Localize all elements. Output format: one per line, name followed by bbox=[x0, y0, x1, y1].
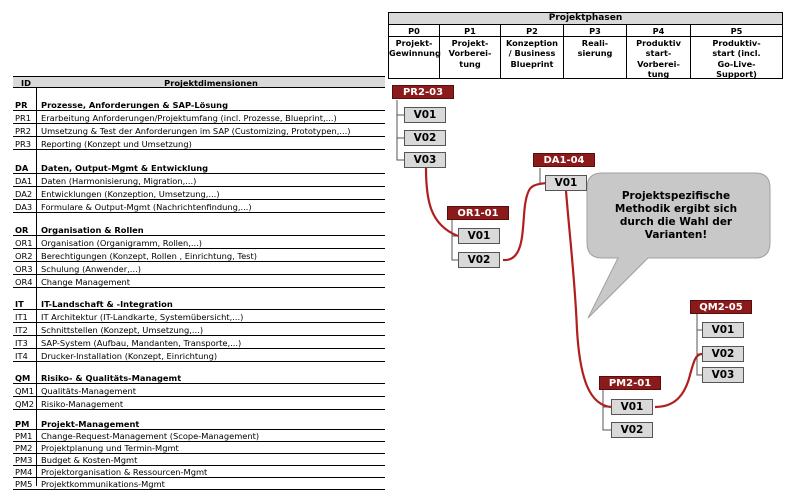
row-id: OR1 bbox=[15, 238, 33, 248]
row-text: Drucker-Installation (Konzept, Einrichtung) bbox=[41, 351, 218, 361]
group-name: Projekt-Management bbox=[41, 419, 140, 429]
row-id: PM3 bbox=[15, 455, 33, 465]
group-id: PR bbox=[15, 100, 28, 110]
group-name: Daten, Output-Mgmt & Entwicklung bbox=[41, 163, 209, 173]
row-text: Berechtigungen (Konzept, Rollen , Einrichtung, Test) bbox=[41, 251, 257, 261]
group-name: Organisation & Rollen bbox=[41, 225, 144, 235]
row-id: OR2 bbox=[15, 251, 33, 261]
row-text: Organisation (Organigramm, Rollen,...) bbox=[41, 238, 203, 248]
row-text: Risiko-Management bbox=[41, 399, 124, 409]
phase-code: P0 bbox=[389, 26, 439, 37]
callout-text: Projektspezifische Methodik ergibt sich durch die Wahl der Varianten! bbox=[614, 190, 738, 241]
variant-box-selected[interactable]: V01 bbox=[611, 399, 653, 415]
variant-tag-or1-01: OR1-01 bbox=[447, 206, 509, 220]
phase-code: P5 bbox=[691, 26, 782, 37]
phase-name: Projekt- Gewinnung bbox=[389, 38, 441, 59]
phase-name: Produktiv- start (incl. Go-Live- Support) bbox=[712, 38, 761, 80]
group-name: Prozesse, Anforderungen & SAP-Lösung bbox=[41, 100, 229, 110]
dimension-header: Projektdimensionen bbox=[164, 78, 258, 88]
row-id: IT1 bbox=[15, 312, 28, 322]
row-id: IT3 bbox=[15, 338, 28, 348]
row-text: Change-Request-Management (Scope-Management) bbox=[41, 431, 260, 441]
row-id: PR1 bbox=[15, 113, 32, 123]
id-header: ID bbox=[21, 78, 31, 88]
variant-box[interactable]: V03 bbox=[702, 367, 744, 383]
variant-box[interactable]: V01 bbox=[404, 107, 446, 123]
row-id: PM4 bbox=[15, 467, 33, 477]
row-text: IT Architektur (IT-Landkarte, Systemübersicht,...) bbox=[41, 312, 244, 322]
row-text: Schnittstellen (Konzept, Umsetzung,...) bbox=[41, 325, 204, 335]
phase-code: P3 bbox=[564, 26, 626, 37]
row-id: DA3 bbox=[15, 202, 33, 212]
variant-box[interactable]: V02 bbox=[611, 422, 653, 438]
row-id: PM1 bbox=[15, 431, 33, 441]
phase-name: Konzeption / Business Blueprint bbox=[505, 38, 558, 69]
group-id: QM bbox=[15, 373, 31, 383]
row-text: Schulung (Anwender,...) bbox=[41, 264, 141, 274]
group-id: IT bbox=[15, 299, 24, 309]
group-name: Risiko- & Qualitäts-Managemt bbox=[41, 373, 182, 383]
variant-box-selected[interactable]: V02 bbox=[458, 252, 500, 268]
row-id: PM5 bbox=[15, 479, 33, 489]
phase-name: Produktiv start- Vorberei- tung bbox=[636, 38, 681, 80]
row-text: Reporting (Konzept und Umsetzung) bbox=[41, 139, 192, 149]
row-id: DA1 bbox=[15, 176, 33, 186]
group-id: DA bbox=[15, 163, 29, 173]
variant-box[interactable]: V01 bbox=[458, 228, 500, 244]
row-id: OR4 bbox=[15, 277, 33, 287]
row-id: DA2 bbox=[15, 189, 33, 199]
variant-box-selected[interactable]: V01 bbox=[545, 175, 587, 191]
group-id: PM bbox=[15, 419, 30, 429]
group-name: IT-Landschaft & -Integration bbox=[41, 299, 173, 309]
variant-box-selected[interactable]: V02 bbox=[702, 346, 744, 362]
phase-name: Reali- sierung bbox=[577, 38, 613, 59]
variant-tag-da1-04: DA1-04 bbox=[533, 153, 595, 167]
row-text: Daten (Harmonisierung, Migration,...) bbox=[41, 176, 197, 186]
row-text: Projektorganisation & Ressourcen-Mgmt bbox=[41, 467, 208, 477]
row-text: SAP-System (Aufbau, Mandanten, Transporte,...) bbox=[41, 338, 242, 348]
row-text: Projektkommunikations-Mgmt bbox=[41, 479, 165, 489]
phase-code: P1 bbox=[440, 26, 500, 37]
row-id: OR3 bbox=[15, 264, 33, 274]
variant-tag-pr2-03: PR2-03 bbox=[392, 85, 454, 99]
variant-tag-pm2-01: PM2-01 bbox=[599, 376, 661, 390]
row-id: QM1 bbox=[15, 386, 34, 396]
row-text: Formulare & Output-Mgmt (Nachrichtenfindung,...) bbox=[41, 202, 252, 212]
row-id: IT4 bbox=[15, 351, 28, 361]
row-text: Entwicklungen (Konzeption, Umsetzung,...) bbox=[41, 189, 220, 199]
row-id: PR3 bbox=[15, 139, 32, 149]
variant-box-selected[interactable]: V03 bbox=[404, 152, 446, 168]
phase-code: P4 bbox=[627, 26, 690, 37]
phase-name: Projekt- Vorberei- tung bbox=[448, 38, 492, 69]
variant-box[interactable]: V01 bbox=[702, 322, 744, 338]
row-id: IT2 bbox=[15, 325, 28, 335]
row-id: QM2 bbox=[15, 399, 34, 409]
row-text: Erarbeitung Anforderungen/Projektumfang (incl. Prozesse, Blueprint,...) bbox=[41, 113, 337, 123]
variant-tag-qm2-05: QM2-05 bbox=[690, 300, 752, 314]
row-text: Umsetzung & Test der Anforderungen im SAP (Customizing, Prototypen,...) bbox=[41, 126, 351, 136]
group-id: OR bbox=[15, 225, 29, 235]
row-text: Change Management bbox=[41, 277, 131, 287]
variant-box[interactable]: V02 bbox=[404, 130, 446, 146]
phase-code: P2 bbox=[501, 26, 563, 37]
row-id: PR2 bbox=[15, 126, 32, 136]
row-text: Budget & Kosten-Mgmt bbox=[41, 455, 138, 465]
row-text: Projektplanung und Termin-Mgmt bbox=[41, 443, 179, 453]
row-text: Qualitäts-Management bbox=[41, 386, 137, 396]
row-id: PM2 bbox=[15, 443, 33, 453]
phase-header-title: Projektphasen bbox=[389, 13, 782, 25]
